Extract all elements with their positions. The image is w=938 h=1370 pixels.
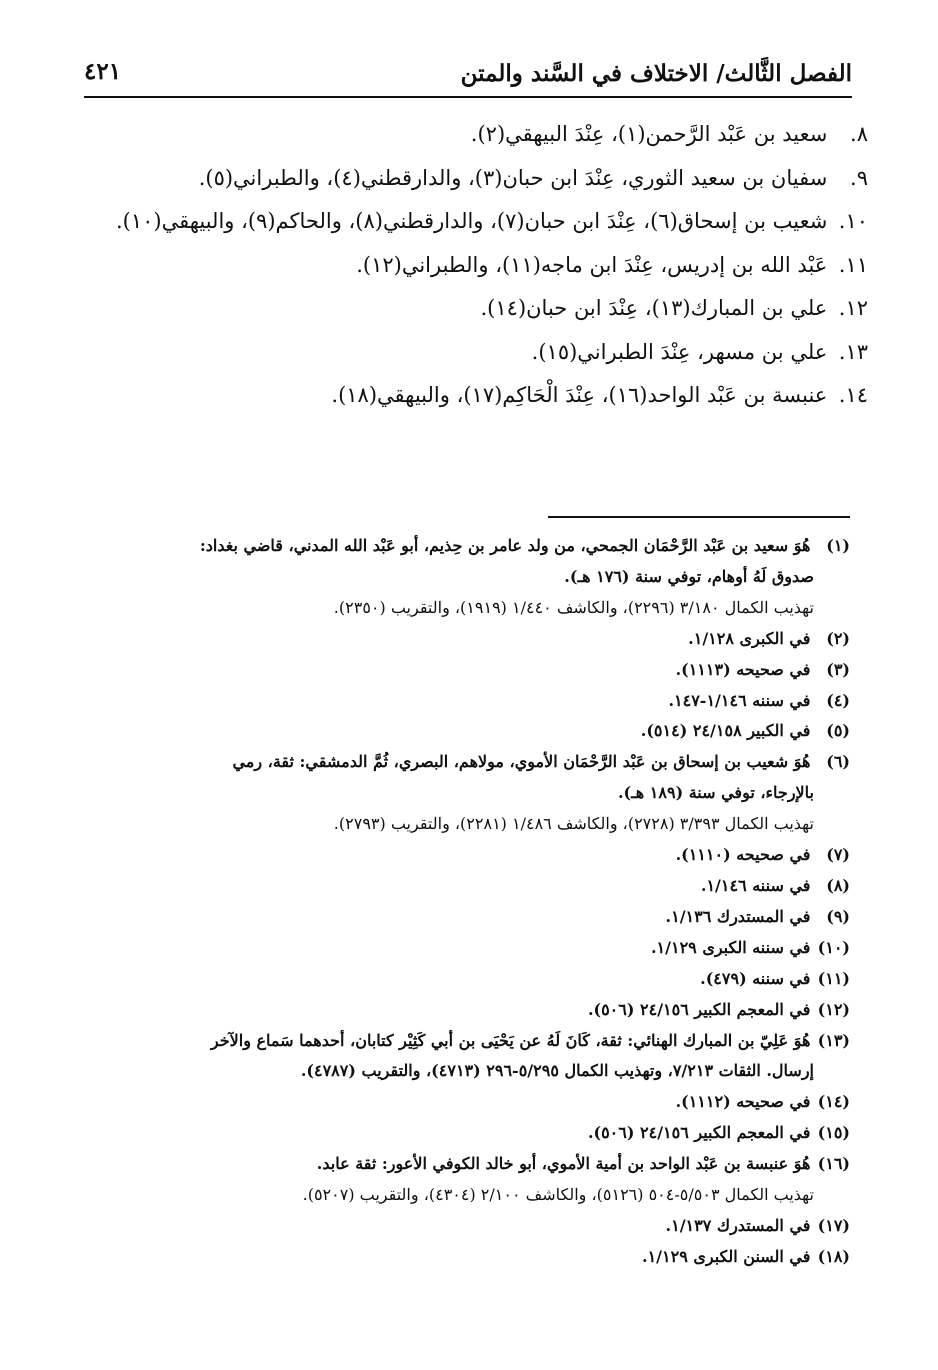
footnote-number: (١٠): [817, 937, 850, 957]
footnote-text: في سننه ١/١٤٦-١٤٧.: [668, 690, 811, 710]
footnote-text: في الكبرى ١/١٢٨.: [688, 628, 811, 648]
footnote: [78, 1211, 850, 1242]
narrator-item: [68, 331, 868, 375]
footnote-number: (١٤): [817, 1092, 850, 1112]
footnote: [78, 1118, 850, 1149]
footnote-text: في صحيحه (١١١٠).: [675, 845, 811, 865]
footnote-number: (٨): [826, 875, 850, 895]
footnote-text: في السنن الكبرى ١/١٢٩.: [641, 1246, 811, 1266]
footnote-number: (١٦): [817, 1154, 850, 1174]
footnote-number: (٩): [826, 906, 850, 926]
page-header: [84, 56, 852, 98]
page-number: ٤٢١: [84, 58, 122, 85]
footnote-number: (١): [826, 536, 850, 555]
footnote-line: [78, 902, 850, 933]
footnote-reference: تهذيب الكمال ٣/١٨٠ (٢٢٩٦)، والكاشف ١/٤٤٠ (١٩١٩)، والتقريب (٢٣٥٠).: [333, 597, 814, 617]
footnotes: [78, 531, 850, 1273]
footnote-line: إرسال. الثقات ٧/٢١٣، وتهذيب الكمال ٥/٢٩٥-٢٩٦ (٤٧١٣)، والتقريب (٤٧٨٧).: [300, 1061, 814, 1081]
footnote: [78, 686, 850, 717]
footnote: [78, 871, 850, 902]
narrator-text: علي بن المبارك(١٣)، عِنْدَ ابن حبان(١٤).: [480, 296, 828, 320]
footnote-line: [78, 1242, 850, 1273]
footnote-text: هُوَ عنبسة بن عَبْد الواحد بن أمية الأموي، أبو خالد الكوفي الأعور: ثقة عابد.: [316, 1154, 811, 1174]
footnote-number: (١٧): [817, 1215, 850, 1235]
footnote-text: في المستدرك ١/١٣٧.: [665, 1215, 811, 1235]
narrator-item: [68, 374, 868, 418]
narrator-text: عَبْد الله بن إدريس، عِنْدَ ابن ماجه(١١)، والطبراني(١٢).: [356, 252, 828, 277]
footnote-line: [78, 686, 850, 717]
footnote-text: في صحيحه (١١١٣).: [675, 659, 811, 679]
footnote-text: في المعجم الكبير ٢٤/١٥٦ (٥٠٦).: [587, 999, 811, 1019]
footnote-number: (٤): [826, 690, 850, 710]
footnote-separator: [548, 516, 850, 518]
footnote-number: (١٥): [817, 1123, 850, 1143]
footnote: [78, 1026, 850, 1088]
narrator-text: شعيب بن إسحاق(٦)، عِنْدَ ابن حبان(٧)، والدارقطني(٨)، والحاكم(٩)، والبيهقي(١٠).: [115, 209, 828, 233]
footnote-line: [78, 840, 850, 871]
chapter-title: الفصل الثَّالث/ الاختلاف في السَّند والمتن: [460, 60, 852, 87]
footnote-text: في صحيحه (١١١٢).: [675, 1092, 811, 1112]
footnote: [78, 1242, 850, 1273]
narrator-text: عنبسة بن عَبْد الواحد(١٦)، عِنْدَ الْحَاكِم(١٧)، والبيهقي(١٨).: [331, 383, 828, 407]
footnote-line: صدوق لَهُ أوهام، توفي سنة (١٧٦ هـ).: [564, 566, 814, 586]
footnote-number: (١٨): [817, 1246, 850, 1266]
footnote-text: في الكبير ٢٤/١٥٨ (٥١٤).: [640, 721, 811, 741]
footnote-line: [78, 933, 850, 964]
footnote-line: [78, 716, 850, 747]
footnote-number: (٥): [826, 721, 850, 741]
footnote-line: [78, 1026, 850, 1057]
footnote-text: في المعجم الكبير ٢٤/١٥٦ (٥٠٦).: [587, 1123, 811, 1143]
footnote-line: [78, 1211, 850, 1242]
narrator-text: سفيان بن سعيد الثوري، عِنْدَ ابن حبان(٣)، والدارقطني(٤)، والطبراني(٥).: [198, 165, 828, 190]
footnote-line: [78, 995, 850, 1026]
footnote-number: (١٣): [817, 1030, 850, 1050]
narrator-number: ٨.: [850, 122, 868, 146]
footnote: [78, 716, 850, 747]
footnote-number: (٦): [826, 752, 850, 772]
narrator-item: [68, 244, 868, 288]
footnote-line: [78, 1149, 850, 1180]
footnote-text: في سننه (٤٧٩).: [700, 968, 811, 988]
footnote-line: [78, 747, 850, 778]
narrator-list: [68, 113, 868, 418]
footnote-number: (١٢): [817, 999, 850, 1019]
footnote-text: هُوَ شعيب بن إسحاق بن عَبْد الرَّحْمَان الأموي، مولاهم، البصري، ثُمَّ الدمشقي: ثقة، رمي: [232, 752, 811, 772]
footnote-line: [78, 655, 850, 686]
footnote: [78, 655, 850, 686]
footnote-line: بالإرجاء، توفي سنة (١٨٩ هـ).: [617, 783, 814, 803]
footnote: [78, 747, 850, 840]
narrator-item: [68, 113, 868, 157]
footnote-text: في سننه ١/١٤٦.: [700, 875, 811, 895]
footnote: [78, 964, 850, 995]
footnote-reference: تهذيب الكمال ٣/٣٩٣ (٢٧٢٨)، والكاشف ١/٤٨٦ (٢٢٨١)، والتقريب (٢٧٩٣).: [333, 814, 814, 834]
footnote: [78, 624, 850, 655]
footnote: [78, 1149, 850, 1211]
footnote-line: [78, 1118, 850, 1149]
narrator-number: ٩.: [850, 165, 868, 190]
footnote: [78, 995, 850, 1026]
footnote-line: [78, 624, 850, 655]
footnote-line: [78, 964, 850, 995]
footnote-text: في المستدرك ١/١٣٦.: [665, 906, 811, 926]
narrator-number: ١٢.: [838, 296, 868, 320]
narrator-number: ١٠.: [838, 209, 868, 233]
footnote-number: (١١): [817, 968, 850, 988]
narrator-item: [68, 200, 868, 244]
footnote-text: هُوَ سعيد بن عَبْد الرَّحْمَان الجمحي، من ولد عامر بن حِذيم، أبو عَبْد الله المدني، قاضي بغداد:: [199, 536, 811, 555]
footnote-line: [78, 871, 850, 902]
footnote-text: هُوَ عَلِيّ بن المبارك الهنائي: ثقة، كَانَ لَهُ عن يَحْيَى بن أبي كَثِيْر كتابان، أحدهما سَماع والآخر: [210, 1030, 811, 1050]
narrator-number: ١٣.: [838, 339, 868, 364]
footnote: [78, 902, 850, 933]
footnote-number: (٣): [826, 659, 850, 679]
narrator-item: [68, 157, 868, 201]
narrator-text: سعيد بن عَبْد الرَّحمن(١)، عِنْدَ البيهقي(٢).: [470, 122, 828, 146]
footnote-reference: تهذيب الكمال ٥/٥٠٣-٥٠٤ (٥١٢٦)، والكاشف ٢/١٠٠ (٤٣٠٤)، والتقريب (٥٢٠٧).: [302, 1185, 814, 1205]
footnote: [78, 840, 850, 871]
footnote-line: [78, 531, 850, 562]
footnote-number: (٧): [826, 845, 850, 865]
footnote-text: في سننه الكبرى ١/١٢٩.: [650, 937, 811, 957]
footnote: [78, 1087, 850, 1118]
narrator-number: ١٤.: [838, 383, 868, 407]
narrator-number: ١١.: [838, 252, 868, 277]
footnote: [78, 933, 850, 964]
narrator-item: [68, 287, 868, 331]
footnote-line: [78, 1087, 850, 1118]
footnote: [78, 531, 850, 624]
narrator-text: علي بن مسهر، عِنْدَ الطبراني(١٥).: [531, 339, 828, 364]
footnote-number: (٢): [826, 628, 850, 648]
